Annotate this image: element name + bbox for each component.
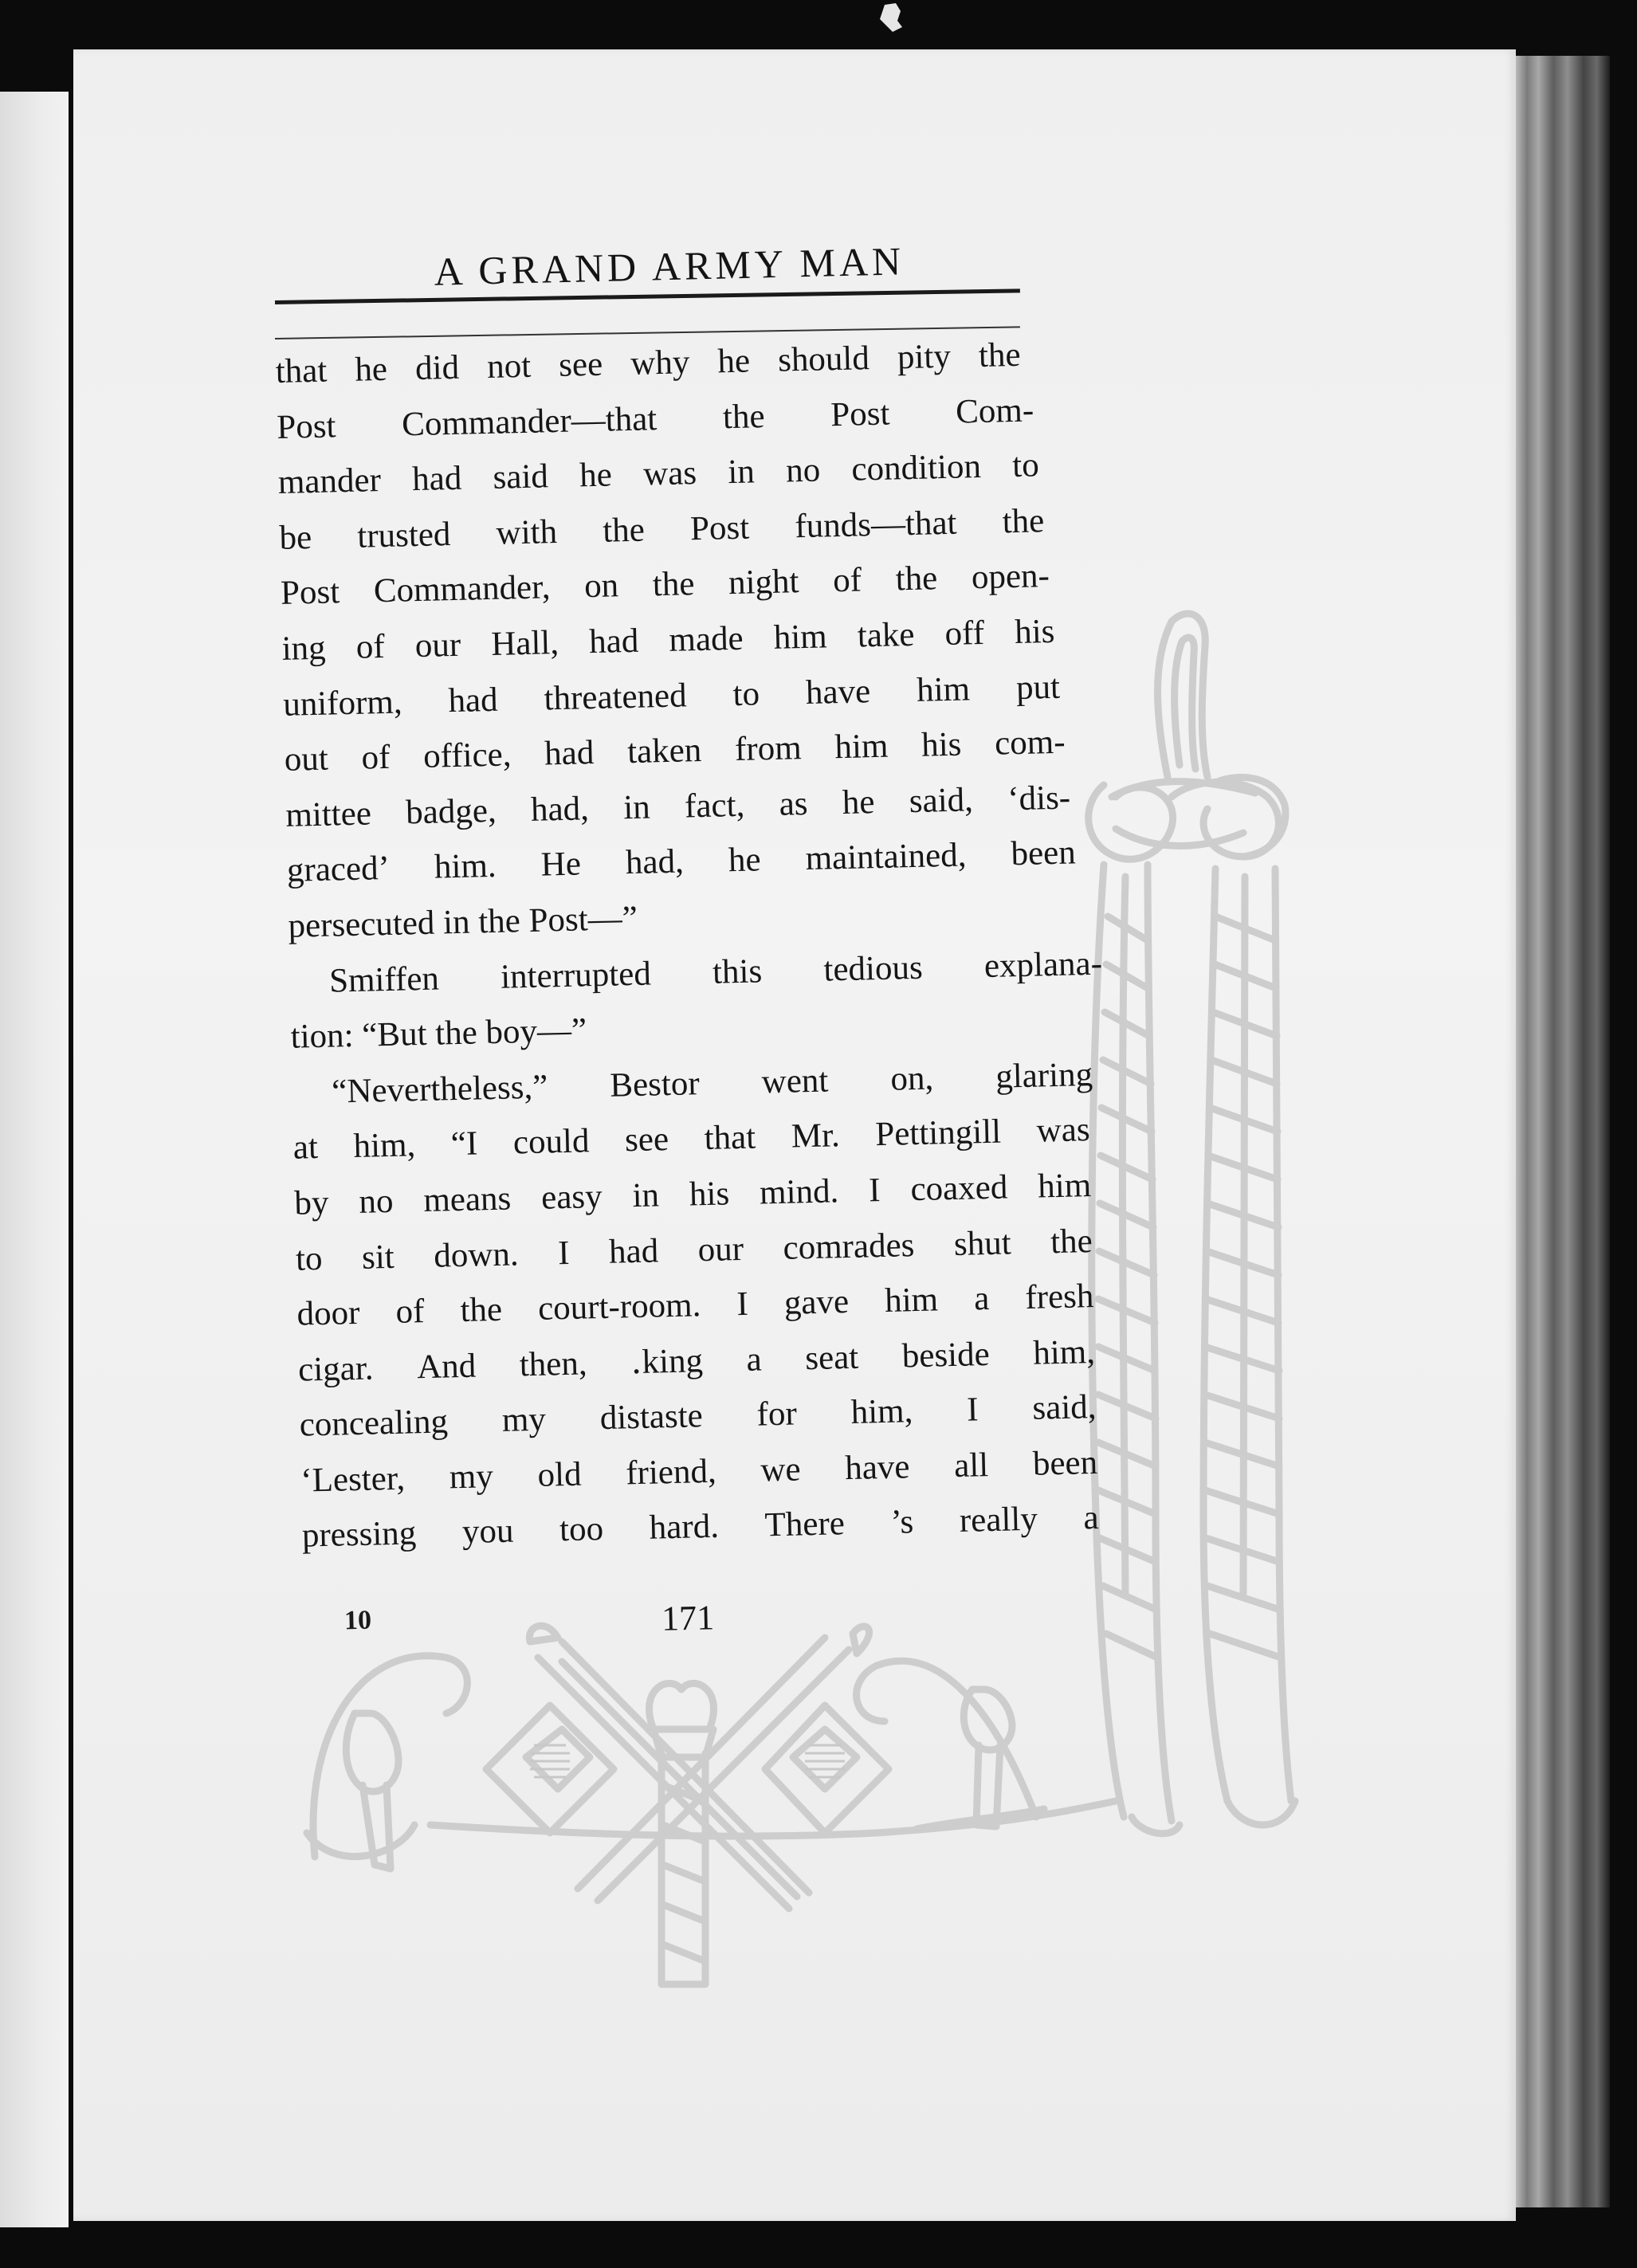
signature-mark: 10 — [343, 1605, 372, 1636]
text-line: Post Commander—that the Post Com- — [276, 391, 1034, 446]
text-line: Post Commander, on the night of the open- — [280, 557, 1050, 613]
text-line: “Nevertheless,” Bestor went on, glaring — [331, 1055, 1093, 1111]
text-line: mittee badge, had, in fact, as he said, ‘dis- — [285, 779, 1071, 834]
text-line: by no means easy in his mind. I coaxed him — [293, 1166, 1092, 1222]
text-line: out of office, had taken from him his com- — [284, 723, 1066, 779]
text-line: Smiffen interrupted this tedious explana- — [328, 944, 1103, 1000]
text-line: ing of our Hall, had made him take off his — [281, 612, 1055, 668]
text-line: ‘Lester, my old friend, we have all been — [300, 1443, 1098, 1500]
text-line: that he did not see why he should pity the — [275, 335, 1022, 390]
text-line: tion: “But the boy—” — [290, 1011, 587, 1056]
text-line: graced’ him. He had, he maintained, been — [286, 834, 1077, 890]
text-line: concealing my distaste for him, I said, — [299, 1388, 1097, 1444]
text-line: door of the court-room. I gave him a fresh — [296, 1277, 1094, 1333]
text-line: uniform, had threatened to have him put — [282, 668, 1061, 724]
body-text — [275, 326, 1103, 1564]
text-line: to sit down. I had our comrades shut the — [295, 1222, 1093, 1278]
page-number: 171 — [661, 1598, 715, 1638]
text-line: be trusted with the Post funds—that the — [278, 501, 1045, 557]
text-line: persecuted in the Post—” — [288, 899, 638, 945]
text-line: at him, “I could see that Mr. Pettingill was — [292, 1111, 1091, 1167]
text-line: pressing you too hard. There ’s really a — [301, 1499, 1100, 1556]
running-head: A GRAND ARMY MAN — [433, 238, 905, 294]
text-line: mander had said he was in no condition to — [277, 446, 1040, 502]
text-line: cigar. And then, ․king a seat beside him, — [297, 1332, 1096, 1389]
